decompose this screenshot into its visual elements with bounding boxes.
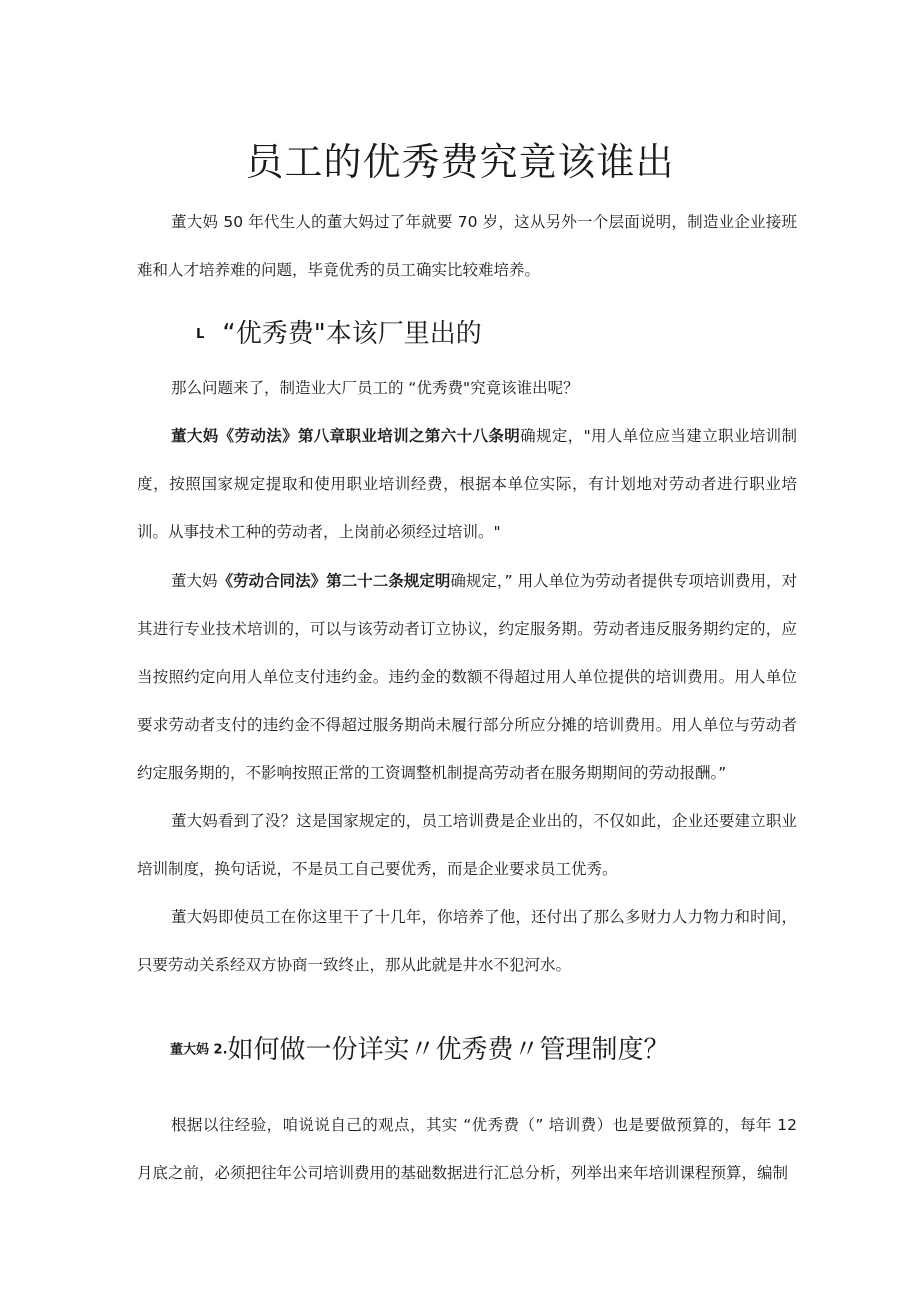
- labor-contract-prefix: 董大妈: [171, 572, 218, 590]
- see-paragraph: 董大妈看到了没？这是国家规定的，员工培训费是企业出的，不仅如此，企业还要建立职业培训制度，换句话说，不是员工自己要优秀，而是企业要求员工优秀。: [137, 812, 797, 878]
- section-2-heading: [170, 1028, 670, 1073]
- section-2-heading-text: 如何做一份详实〃优秀费〃管理制度？: [227, 1035, 670, 1065]
- document-title: 员工的优秀费究竟该谁出: [245, 140, 675, 184]
- even-paragraph: 董大妈即使员工在你这里干了十几年，你培养了他，还付出了那么多财力人力物力和时间，只要劳动关系经双方协商一致终止，那从此就是井水不犯河水。: [137, 908, 797, 974]
- labor-contract-text: 确规定，” 用人单位为劳动者提供专项培训费用，对其进行专业技术培训的，可以与该劳动者订立协议，约定服务期。劳动者违反服务期约定的，应当按照约定向用人单位支付违约金。违约金的数额不得超过用人单位提供的培训费用。用人单位要求劳动者支付的违约金不得超过服务期尚未履行部分所应分摊的培训费用。用人单位与劳动者约定服务期的，不影响按照正常的工资调整机制提高劳动者在服务期期间的劳动报酬。”: [137, 572, 797, 782]
- section-1-heading-text: “优秀费"本该厂里出的: [222, 319, 482, 349]
- budget-paragraph: 根据以往经验，咱说说自己的观点，其实 “优秀费（” 培训费）也是要做预算的，每年 12 月底之前，必须把往年公司培训费用的基础数据进行汇总分析，列举出来年培训课程预算，编制: [137, 1116, 797, 1182]
- section-2-prefix: 董大妈 2.: [170, 1042, 228, 1058]
- question-paragraph: 那么问题来了，制造业大厂员工的 “优秀费"究竟该谁出呢？: [171, 379, 579, 397]
- labor-law-text: 确规定，"用人单位应当建立职业培训制度，按照国家规定提取和使用职业培训经费，根据本单位实际，有计划地对劳动者进行职业培训。从事技术工种的劳动者，上岗前必须经过培训。": [137, 427, 797, 541]
- labor-law-paragraph: [137, 412, 797, 556]
- section-1-heading: [196, 312, 482, 357]
- labor-contract-citation: 《劳动合同法》第二十二条规定明: [217, 572, 451, 590]
- labor-law-citation: 董大妈《劳动法》第八章职业培训之第六十八条明: [171, 427, 521, 445]
- labor-contract-law-paragraph: [137, 557, 797, 797]
- section-1-marker: L: [196, 326, 205, 342]
- intro-paragraph: 董大妈 50 年代生人的董大妈过了年就要 70 岁，这从另外一个层面说明，制造业企业接班难和人才培养难的问题，毕竟优秀的员工确实比较难培养。: [137, 213, 797, 279]
